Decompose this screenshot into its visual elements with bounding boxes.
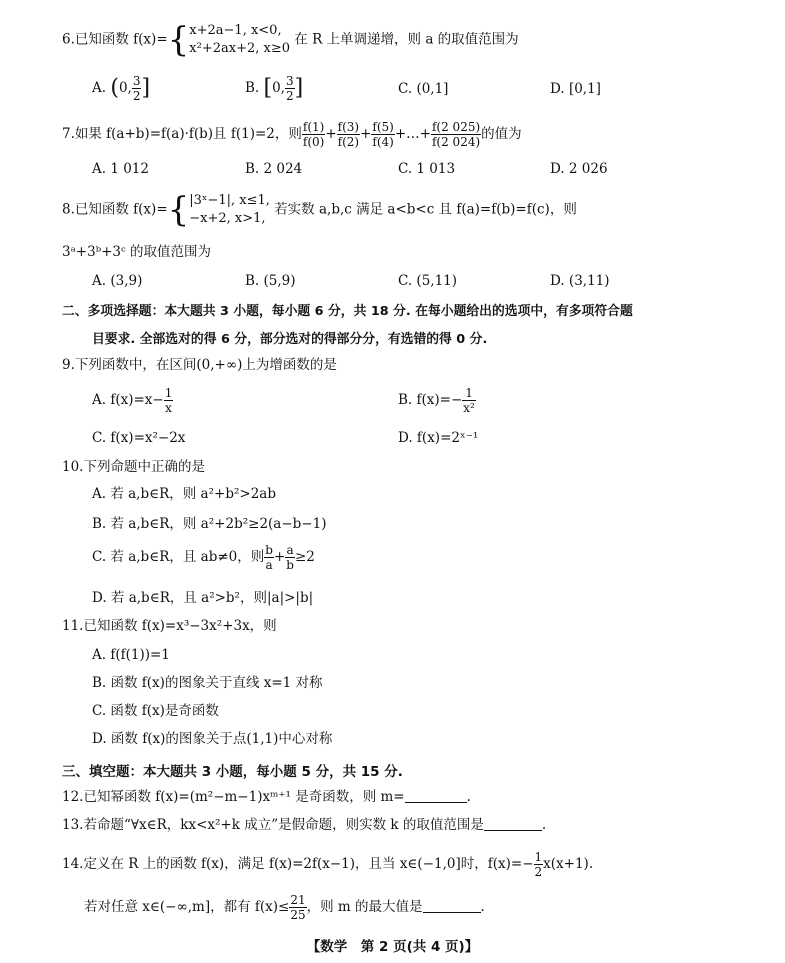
section-2-heading-line-2: 目要求. 全部选对的得 6 分，部分选对的得部分分，有选错的得 0 分. (92, 332, 488, 347)
q14-line-2: 若对任意 x∈(−∞,m]，都有 f(x)≤ $\frac{21}{25}$ ，则 m 的最大值是 . (84, 893, 485, 922)
q8-brace: { (167, 190, 190, 230)
q6-piecewise: x+2a−1, x<0, x²+2ax+2, x≥0 (189, 23, 290, 56)
q8-option-a: A. (3,9) (92, 273, 143, 289)
q8-option-d: D. (3,11) (550, 273, 610, 289)
q10-option-b: B. 若 a,b∈R，则 a²+2b²≥2(a−b−1) (92, 516, 327, 532)
question-7: 7.如果 f(a+b)=f(a)·f(b)且 f(1)=2，则 $\frac{f(1)}{f(0)}$ + $\frac{f(3)}{f(2)}$ + $\frac{f(5)}{f(4)}$ +…+ $\frac{f(2 025)}{f(2 024)}$ 的值为 (62, 120, 522, 149)
q14-answer-blank[interactable] (423, 898, 481, 913)
q6-option-b: B. [0, $\frac{3}{2}$ ] (245, 74, 304, 103)
q11-option-b: B. 函数 f(x)的图象关于直线 x=1 对称 (92, 675, 323, 691)
q6-option-a: A. (0, $\frac{3}{2}$ ] (92, 74, 151, 103)
section-3-heading: 三、填空题：本大题共 3 小题，每小题 5 分，共 15 分. (62, 764, 403, 780)
q9-option-a: A. f(x)=x− $\frac{1}{x}$ (92, 386, 173, 415)
question-14: 14.定义在 R 上的函数 f(x)，满足 f(x)=2f(x−1)，且当 x∈(−1,0]时，f(x)=− $\frac{1}{2}$ x(x+1). (62, 850, 594, 879)
q6-option-c: C. (0,1] (398, 81, 449, 97)
q8-option-b: B. (5,9) (245, 273, 296, 289)
question-6 (62, 22, 519, 58)
q7-option-b: B. 2 024 (245, 161, 303, 177)
q11-option-a: A. f(f(1))=1 (92, 647, 170, 663)
q11-option-c: C. 函数 f(x)是奇函数 (92, 703, 219, 719)
q12-answer-blank[interactable] (405, 788, 467, 803)
q9-option-d: D. f(x)=2ˣ⁻¹ (398, 430, 479, 446)
q7-option-a: A. 1 012 (92, 161, 149, 177)
q6-stem-start: 6.已知函数 f(x)= (62, 31, 168, 48)
q10-option-d: D. 若 a,b∈R，且 a²>b²，则|a|>|b| (92, 590, 314, 606)
q8-option-c: C. (5,11) (398, 273, 458, 289)
section-2-heading: 二、多项选择题：本大题共 3 小题，每小题 6 分，共 18 分. 在每小题给出的选项中，有多项符合题 (62, 304, 633, 319)
question-12: 12.已知幂函数 f(x)=(m²−m−1)xᵐ⁺¹ 是奇函数，则 m= . (62, 789, 471, 805)
q9-option-b: B. f(x)=− $\frac{1}{\text{x²}}$ (398, 386, 475, 415)
question-9: 9.下列函数中，在区间(0,+∞)上为增函数的是 (62, 357, 337, 373)
q13-answer-blank[interactable] (484, 816, 542, 831)
q7-option-c: C. 1 013 (398, 161, 456, 177)
q6-brace: { (167, 20, 190, 60)
q8-line-2: 3ᵃ+3ᵇ+3ᶜ 的取值范围为 (62, 244, 211, 260)
question-10: 10.下列命题中正确的是 (62, 459, 205, 475)
q7-option-d: D. 2 026 (550, 161, 608, 177)
q10-option-c: C. 若 a,b∈R，且 ab≠0，则 $\frac{b}{a}$ + $\frac{a}{b}$ ≥2 (92, 543, 315, 572)
page-footer: 【数学 第 2 页(共 4 页)】 (306, 939, 479, 955)
q6-stem-end: 在 R 上单调递增，则 a 的取值范围为 (294, 31, 519, 48)
q9-option-c: C. f(x)=x²−2x (92, 430, 186, 446)
q11-option-d: D. 函数 f(x)的图象关于点(1,1)中心对称 (92, 731, 333, 747)
q8-piecewise: |3ˣ−1|, x≤1, −x+2, x>1, (189, 193, 270, 226)
q6-option-d: D. [0,1] (550, 81, 601, 97)
q10-option-a: A. 若 a,b∈R，则 a²+b²>2ab (92, 486, 276, 502)
question-11: 11.已知函数 f(x)=x³−3x²+3x，则 (62, 618, 277, 634)
question-8: 8.已知函数 f(x)={ |3ˣ−1|, x≤1, −x+2, x>1, 若实数 a,b,c 满足 a<b<c 且 f(a)=f(b)=f(c)，则 (62, 190, 577, 230)
question-13: 13.若命题“∀x∈R，kx<x²+k 成立”是假命题，则实数 k 的取值范围是 . (62, 817, 547, 833)
